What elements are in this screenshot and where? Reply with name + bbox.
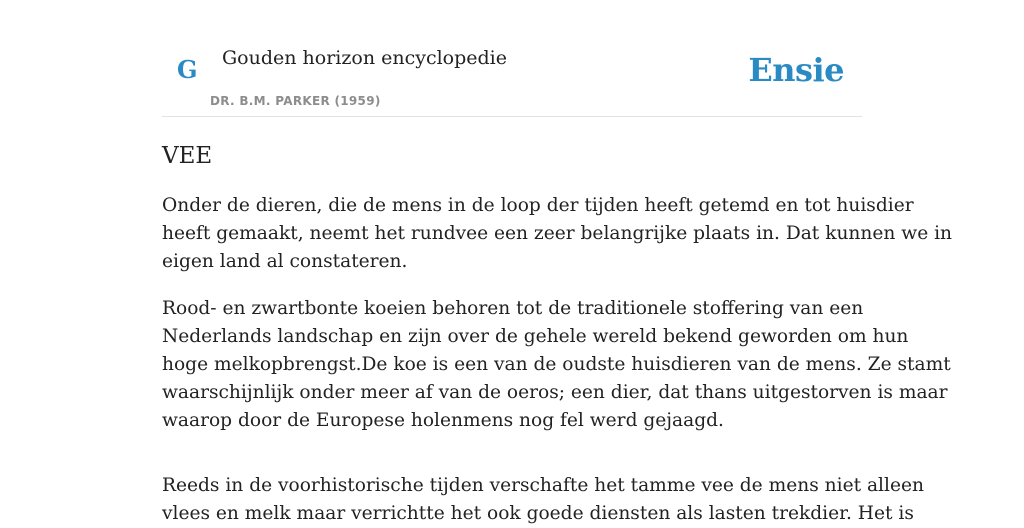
entry-content [162,192,953,528]
paragraph-line: Rood- en zwartbonte koeien behoren tot de traditionele stoffering van een [162,298,864,319]
paragraph-3 [162,472,924,528]
paragraph-line: heeft gemaakt, neemt het rundvee een zeer belangrijke plaats in. Dat kunnen we in [162,223,953,244]
paragraph-line: Onder de dieren, die de mens in de loop der tijden heeft getemd en tot huisdier [162,195,914,216]
paragraph-line: Reeds in de voorhistorische tijden verschafte het tamme vee de mens niet alleen [162,475,924,496]
book-title-link[interactable]: Gouden horizon encyclopedie [222,47,507,69]
page [162,0,953,528]
book-logo[interactable]: G [177,55,198,84]
brand-logo[interactable]: Ensie [748,51,844,89]
paragraph-line: vlees en melk maar verrichtte het ook goede diensten als lasten trekdier. Het is [162,503,914,524]
book-author: DR. B.M. PARKER (1959) [210,94,381,108]
paragraph-line: waarop door de Europese holenmens nog fel werd gejaagd. [162,410,724,431]
paragraph-line: Nederlands landschap en zijn over de gehele wereld bekend geworden om hun [162,326,909,347]
entry-title: VEE [162,143,213,169]
paragraph-2 [162,295,951,435]
paragraph-1 [162,192,953,276]
paragraph-line: waarschijnlijk onder meer af van de oeros; een dier, dat thans uitgestorven is maar [162,382,948,403]
paragraph-line: eigen land al constateren. [162,251,408,272]
paragraph-line: hoge melkopbrengst.De koe is een van de oudste huisdieren van de mens. Ze stamt [162,354,951,375]
header [162,0,862,117]
